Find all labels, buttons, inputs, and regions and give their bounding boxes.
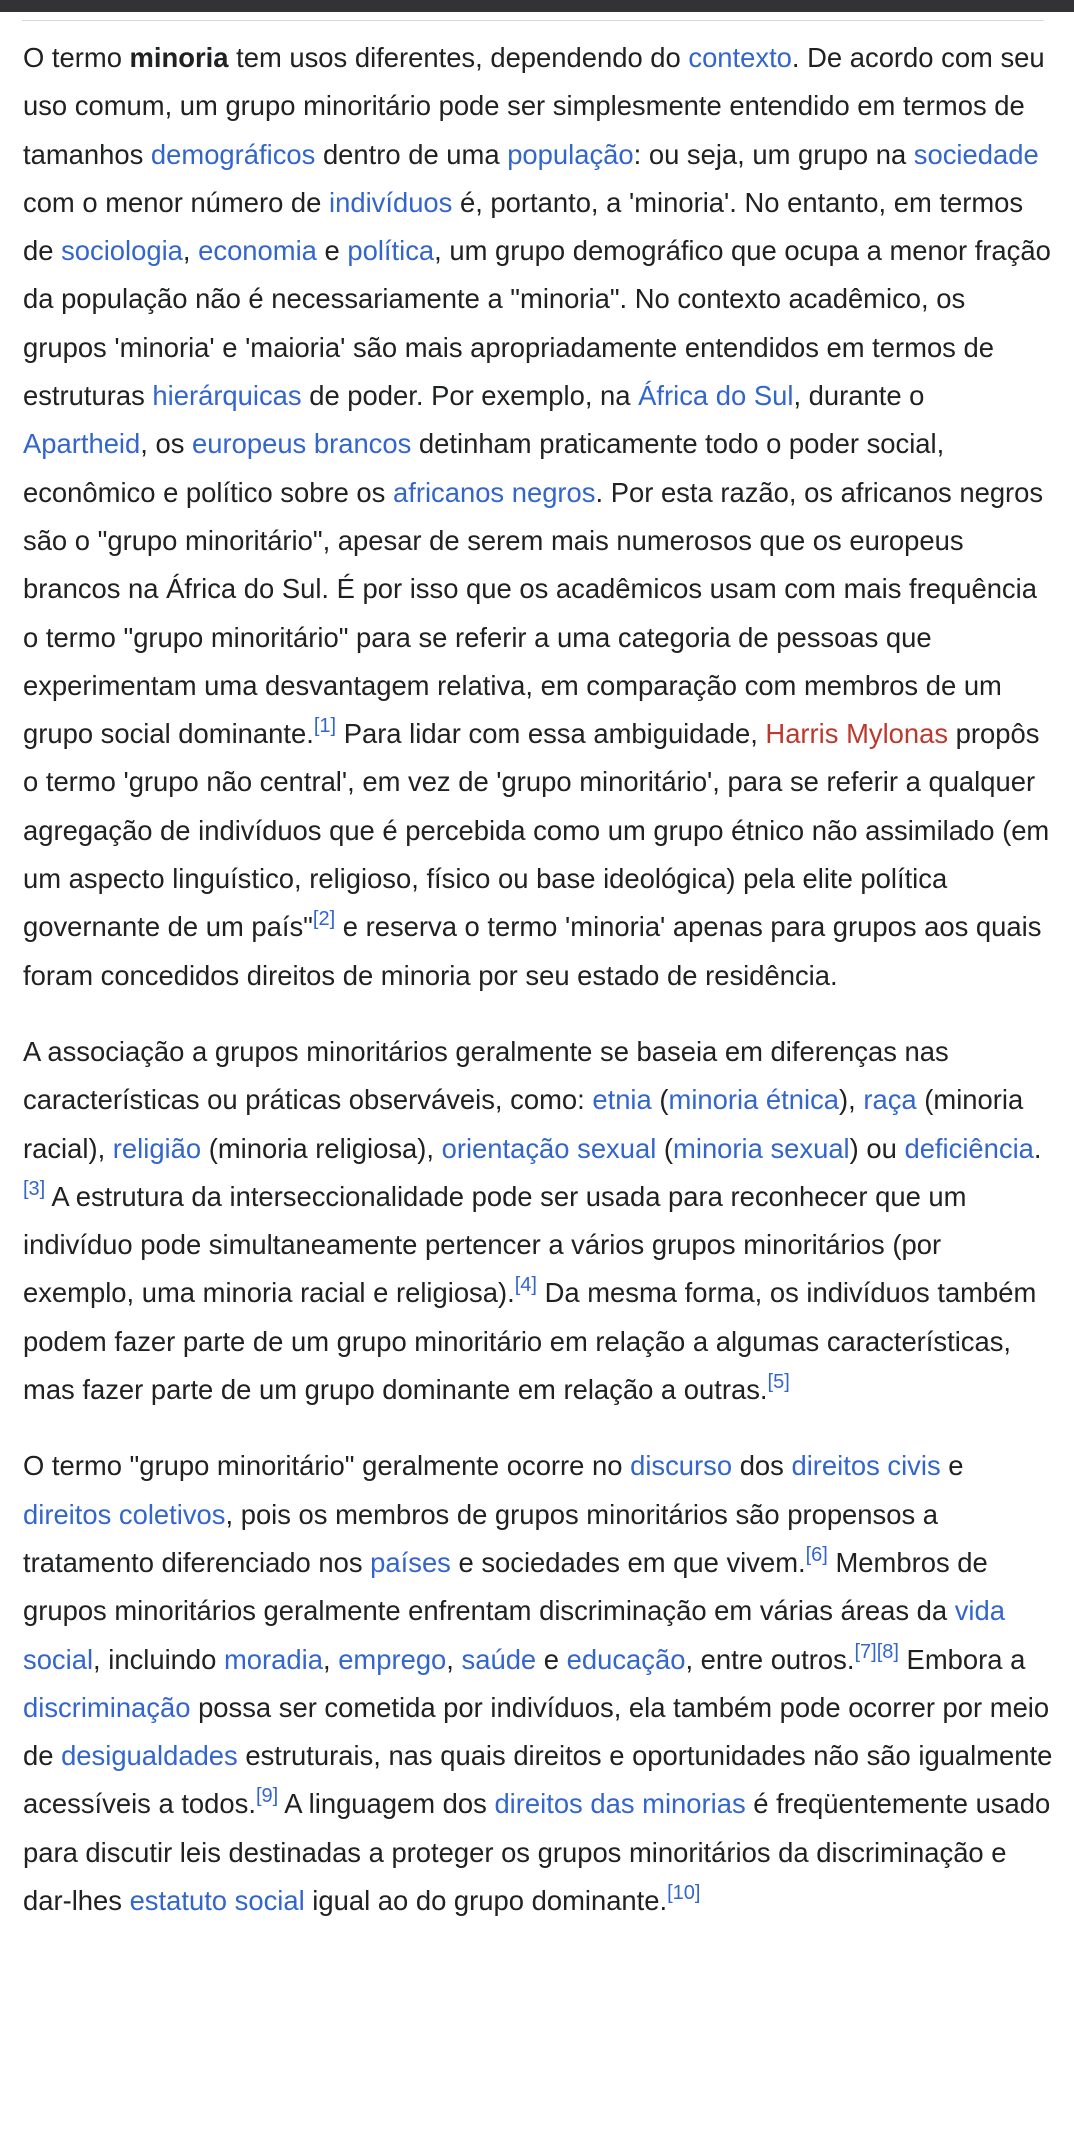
body-text: A associação a grupos minoritários geralmente se baseia em diferenças nas características ou práticas observáveis, como: — [23, 1035, 949, 1116]
citation-link[interactable]: [3] — [23, 1177, 46, 1200]
citation-ref — [854, 1641, 876, 1663]
article-link[interactable]: africanos negros — [392, 476, 596, 508]
citation-link[interactable]: [7] — [854, 1640, 877, 1663]
body-text: , os — [140, 428, 193, 460]
article-link[interactable]: direitos civis — [791, 1450, 941, 1482]
citation-ref — [667, 1882, 700, 1904]
citation-link[interactable]: [6] — [805, 1543, 828, 1566]
citation-link[interactable]: [5] — [767, 1371, 790, 1394]
body-text: : ou seja, um grupo na — [633, 138, 914, 170]
article-link[interactable]: minoria étnica — [668, 1084, 840, 1116]
article-link[interactable]: moradia — [223, 1643, 323, 1675]
body-text: Da mesma forma, os indivíduos também podem fazer parte de um grupo minoritário em relação a algumas características, mas fazer parte de um grupo dominante em relação a outras. — [23, 1277, 1037, 1406]
body-text: . — [1033, 1132, 1042, 1164]
body-text: detinham praticamente todo o poder social, econômico e político sobre os — [23, 428, 945, 508]
body-text: (minoria racial), — [23, 1084, 1024, 1164]
body-text: , durante o — [793, 380, 925, 412]
article-link[interactable]: contexto — [688, 42, 792, 73]
article-link[interactable]: demográficos — [150, 138, 316, 170]
body-text: . Por esta razão, os africanos negros são o "grupo minoritário", apesar de serem mais numerosos que os europeus brancos na África do Sul. É por isso que os acadêmicos usam com mais frequência o termo "grupo minoritário" para se referir a uma categoria de pessoas que experimentam uma desvantagem relativa, em comparação com membros de um grupo social dominante. — [23, 476, 1044, 750]
article-link[interactable]: deficiência — [904, 1132, 1034, 1164]
body-text: ( — [651, 1084, 669, 1116]
article-link[interactable]: raça — [863, 1084, 917, 1116]
body-text: O termo "grupo minoritário" geralmente ocorre no — [23, 1450, 631, 1482]
body-text: ) ou — [849, 1132, 905, 1164]
top-bar — [0, 0, 1074, 12]
body-text: , incluindo — [93, 1643, 224, 1675]
article-link[interactable]: estatuto social — [129, 1884, 305, 1916]
article-link[interactable]: etnia — [592, 1084, 652, 1116]
paragraph-3 — [23, 1442, 1053, 1925]
paragraph-2 — [23, 1028, 1053, 1414]
article-link[interactable]: discurso — [630, 1450, 733, 1482]
body-text: ( — [656, 1132, 674, 1164]
body-text: e sociedades em que vivem. — [450, 1546, 806, 1578]
body-text: com o menor número de — [23, 186, 330, 218]
article-link[interactable]: países — [370, 1546, 451, 1578]
body-text: (minoria religiosa), — [201, 1132, 442, 1164]
body-text: possa ser cometida por indivíduos, ela também pode ocorrer por meio de — [23, 1691, 1050, 1772]
article-link[interactable]: religião — [112, 1132, 202, 1164]
body-text: e — [316, 235, 348, 267]
citation-link[interactable]: [4] — [514, 1274, 537, 1297]
citation-ref — [314, 715, 336, 737]
body-text: , — [182, 235, 199, 267]
body-text: e — [940, 1450, 964, 1482]
citation-link[interactable]: [8] — [876, 1640, 899, 1663]
body-text: . De acordo com seu uso comum, um grupo minoritário pode ser simplesmente entendido em termos de tamanhos — [23, 42, 1045, 170]
article-link[interactable]: saúde — [461, 1643, 537, 1675]
body-text: A linguagem dos — [278, 1788, 495, 1820]
article-link[interactable]: discriminação — [23, 1691, 191, 1723]
citation-link[interactable]: [1] — [313, 715, 337, 738]
body-text: propôs o termo 'grupo não central', em vez de 'grupo minoritário', para se referir a qualquer agregação de indivíduos que é percebida como um grupo étnico não assimilado (em um aspecto linguístico, religioso, físico ou base ideológica) pela elite política governante de um país" — [23, 718, 1050, 943]
article-link-missing[interactable]: Harris Mylonas — [765, 718, 949, 750]
header-divider — [22, 20, 1044, 21]
article-link[interactable]: sociologia — [61, 235, 183, 267]
article-link[interactable]: minoria sexual — [673, 1132, 850, 1164]
article-link[interactable]: vida social — [23, 1595, 1005, 1675]
body-text: , pois os membros de grupos minoritários são propensos a tratamento diferenciado nos — [23, 1498, 938, 1578]
article-link[interactable]: europeus brancos — [192, 428, 412, 460]
body-text: e reserva o termo 'minoria' apenas para grupos aos quais foram concedidos direitos de minoria por seu estado de residência. — [23, 911, 1042, 991]
body-text: tem usos diferentes, dependendo do — [228, 42, 689, 73]
article-link[interactable]: hierárquicas — [152, 380, 302, 412]
body-text: é, portanto, a 'minoria'. No entanto, em termos de — [23, 186, 1024, 267]
body-text: , — [446, 1643, 462, 1675]
article-link[interactable]: direitos das minorias — [494, 1788, 746, 1820]
bold-term: minoria — [129, 42, 229, 73]
article-link[interactable]: orientação sexual — [441, 1132, 657, 1164]
citation-ref — [313, 908, 335, 930]
body-text: dos — [732, 1450, 792, 1482]
citation-ref — [23, 1178, 45, 1200]
citation-ref — [806, 1544, 828, 1566]
body-text: , — [322, 1643, 339, 1675]
citation-link[interactable]: [10] — [667, 1881, 701, 1904]
citation-ref — [515, 1274, 537, 1296]
citation-ref — [256, 1785, 278, 1807]
body-text: Para lidar com essa ambiguidade, — [336, 718, 766, 750]
citation-ref — [877, 1641, 899, 1663]
body-text: igual ao do grupo dominante. — [304, 1884, 668, 1916]
article-link[interactable]: política — [347, 235, 435, 267]
body-text: dentro de uma — [315, 138, 508, 170]
article-link[interactable]: direitos coletivos — [23, 1498, 226, 1530]
body-text: de poder. Por exemplo, na — [301, 380, 639, 412]
body-text: , um grupo demográfico que ocupa a menor fração da população não é necessariamente a "minoria". No contexto acadêmico, os grupos 'minoria' e 'maioria' são mais apropriadamente entendidos em termos de estruturas — [23, 235, 1051, 412]
body-text: , entre outros. — [685, 1643, 855, 1675]
article-link[interactable]: desigualdades — [61, 1740, 238, 1772]
body-text: e — [536, 1643, 567, 1675]
article-link[interactable]: educação — [566, 1643, 686, 1675]
article-link[interactable]: indivíduos — [329, 186, 453, 218]
body-text: Membros de grupos minoritários geralmente enfrentam discriminação em várias áreas da — [23, 1546, 988, 1627]
citation-ref — [768, 1371, 790, 1393]
article-link[interactable]: África do Sul — [638, 380, 794, 412]
article-link[interactable]: emprego — [338, 1643, 447, 1675]
body-text: O termo — [23, 42, 130, 73]
article-body — [23, 34, 1053, 1953]
article-link[interactable]: economia — [198, 235, 317, 267]
article-link[interactable]: Apartheid — [23, 428, 141, 460]
body-text: A estrutura da interseccionalidade pode ser usada para reconhecer que um indivíduo pode simultaneamente pertencer a vários grupos minoritários (por exemplo, uma minoria racial e religiosa). — [23, 1180, 967, 1309]
body-text: ), — [839, 1084, 864, 1116]
citation-link[interactable]: [9] — [255, 1785, 279, 1808]
paragraph-1 — [23, 34, 1053, 1000]
body-text: é freqüentemente usado para discutir leis destinadas a proteger os grupos minoritários da discriminação e dar-lhes — [23, 1788, 1051, 1916]
body-text: estruturais, nas quais direitos e oportunidades não são igualmente acessíveis a todos. — [23, 1740, 1053, 1820]
body-text: Embora a — [898, 1643, 1026, 1675]
article-link[interactable]: sociedade — [913, 138, 1039, 170]
article-link[interactable]: população — [507, 138, 634, 170]
citation-link[interactable]: [2] — [312, 908, 336, 931]
